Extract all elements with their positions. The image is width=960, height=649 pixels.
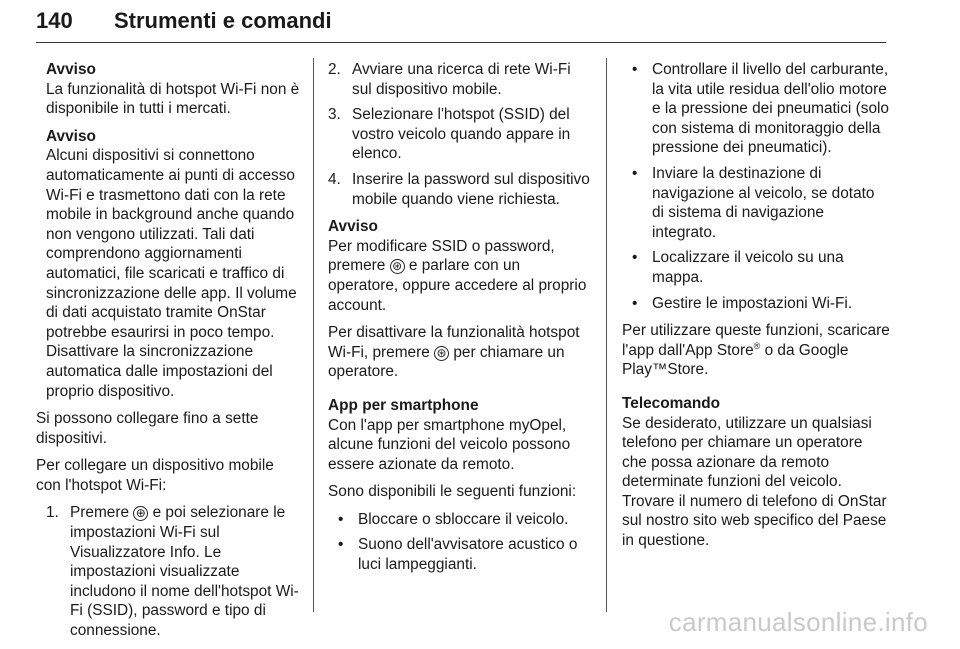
page-header — [36, 6, 886, 43]
steps-list — [36, 503, 300, 640]
note-box — [46, 60, 300, 119]
paragraph — [622, 321, 890, 380]
note-title: Avviso — [46, 127, 96, 145]
note-text: La funzionalità di hotspot Wi-Fi non è disponibile in tutti i mercati. — [46, 80, 300, 118]
note-text: Alcuni dispositivi si connettono automaticamente ai punti di accesso Wi-Fi e trasmettono dati con la rete mobile in background anche quando non vengono utilizzati. Tali dati comprendono aggiornamenti automatici, file scaricati e traffico di sincronizzazione delle app. Il volume di dati acquistato tramite OnStar potrebbe esaurirsi in poco tempo. Disattivare la sincronizzazione automatica dalle impostazioni del proprio dispositivo. — [46, 147, 297, 400]
column-right — [622, 60, 890, 559]
list-item — [328, 510, 594, 530]
paragraph-text: per chiamare un operatore. — [328, 343, 565, 381]
paragraph: Si possono collegare fino a sette dispositivi. — [36, 410, 259, 447]
section — [328, 396, 594, 474]
list-item — [328, 535, 594, 574]
column-divider — [313, 58, 314, 612]
section — [622, 394, 890, 551]
bullet-icon: • — [632, 249, 638, 267]
bullet-text: Gestire le impostazioni Wi-Fi. — [652, 294, 853, 312]
section-heading: Telecomando — [622, 394, 721, 412]
step-text: Inserire la password sul dispositivo mobile quando viene richiesta. — [352, 170, 590, 208]
note-text: Per modificare SSID o password, premere — [328, 237, 555, 275]
list-item — [328, 105, 594, 164]
list-item — [622, 294, 890, 314]
note-title: Avviso — [328, 218, 378, 236]
paragraph-text: Per disattivare la funzionalità hotspot Wi-Fi, premere — [328, 324, 580, 361]
steps-list — [328, 60, 594, 209]
note-box — [46, 127, 300, 401]
bullet-icon: • — [632, 294, 638, 312]
bullet-icon: • — [632, 61, 638, 78]
note-title: Avviso — [46, 61, 96, 78]
list-item — [46, 503, 300, 640]
watermark: carmanualsonline.info — [668, 607, 928, 637]
bullet-text: Localizzare il veicolo su una mappa. — [652, 249, 844, 286]
column-left — [36, 60, 300, 649]
list-item — [622, 164, 890, 242]
page-title: Strumenti e comandi — [114, 8, 332, 33]
paragraph-text: Per utilizzare queste funzioni, scaricare l'app dall'App Store — [622, 322, 890, 359]
registered-mark: ® — [753, 340, 761, 351]
list-item — [328, 170, 594, 209]
paragraph: Sono disponibili le seguenti funzioni: — [328, 483, 577, 501]
bullet-icon: • — [632, 164, 638, 182]
onstar-button-icon: ⊛ — [390, 259, 405, 274]
page-number: 140 — [36, 8, 73, 33]
onstar-button-icon: ⊛ — [434, 346, 449, 361]
bullet-list — [622, 60, 890, 313]
bullet-list — [328, 510, 594, 575]
column-divider — [606, 58, 607, 612]
section-text: Se desiderato, utilizzare un qualsiasi telefono per chiamare un operatore che possa azionare da remoto determinate funzioni del veicolo. Trovare il numero di telefono di OnStar sul nostro sito web specifico del Paese in questione. — [622, 414, 887, 550]
step-text: e poi selezionare le impostazioni Wi-Fi sul Visualizzatore Info. Le impostazioni visualizzate includono il nome dell'hotspot Wi-Fi (SSID), password e tipo di connessione. — [70, 504, 299, 640]
note-text: e parlare con un operatore, oppure accedere al proprio account. — [328, 257, 587, 314]
column-middle — [328, 60, 594, 583]
bullet-icon: • — [338, 510, 344, 528]
section-text: Con l'app per smartphone myOpel, alcune funzioni del veicolo possono essere azionate da remoto. — [328, 416, 571, 473]
bullet-text: Bloccare o sbloccare il veicolo. — [358, 510, 569, 528]
wifi-button-icon: ⊕ — [133, 506, 148, 521]
step-text: Premere — [70, 504, 130, 522]
step-number: 2. — [328, 61, 341, 78]
step-number: 1. — [46, 504, 59, 522]
section-heading: App per smartphone — [328, 396, 479, 414]
list-item — [622, 248, 890, 287]
step-text: Selezionare l'hotspot (SSID) del vostro veicolo quando appare in elenco. — [352, 106, 571, 163]
paragraph: Per collegare un dispositivo mobile con l'hotspot Wi-Fi: — [36, 457, 274, 494]
paragraph-text: o da Google Play™Store. — [622, 341, 849, 379]
bullet-icon: • — [338, 536, 344, 554]
bullet-text: Suono dell'avvisatore acustico o luci lampeggianti. — [358, 536, 578, 574]
list-item — [328, 60, 594, 99]
bullet-text: Inviare la destinazione di navigazione al veicolo, se dotato di sistema di navigazione integrato. — [652, 164, 875, 241]
paragraph — [328, 323, 594, 382]
bullet-text: Controllare il livello del carburante, la vita utile residua dell'olio motore e la pressione dei pneumatici (solo con sistema di monitoraggio della pressione dei pneumatici). — [652, 61, 889, 157]
note-box — [328, 217, 594, 315]
step-text: Avviare una ricerca di rete Wi-Fi sul dispositivo mobile. — [352, 61, 571, 98]
step-number: 3. — [328, 106, 341, 124]
list-item — [622, 60, 890, 158]
step-number: 4. — [328, 170, 341, 188]
